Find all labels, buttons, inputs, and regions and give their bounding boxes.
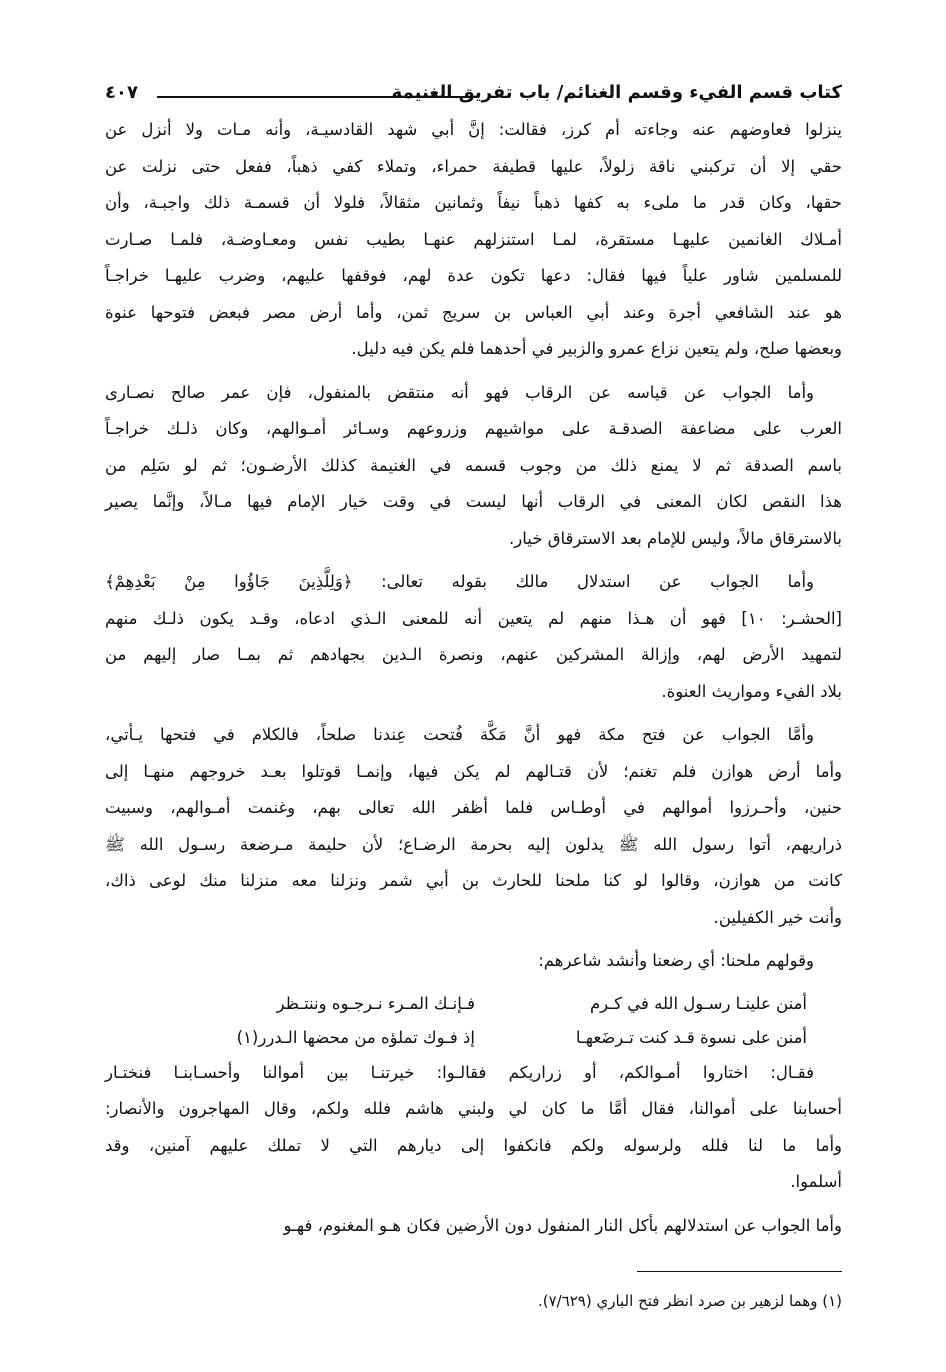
text-line: فقـال: اختاروا أمـوالكم، أو زراريكم فقالـوا: خيرتنـا بين أموالنا وأحسـابنـا فنختـار xyxy=(105,1062,814,1082)
footnote: (١) وهما لزهير بن صرد انظر فتح الباري (٧/٦٢٩). xyxy=(537,1292,842,1310)
text-line: أسلموا. xyxy=(790,1172,842,1191)
running-header xyxy=(105,82,842,110)
text-line: حنين، وأحـرزوا أموالهم في أوطـاس فلما أظفر الله تعالى بهم، وغنمت أمـوالهم، وسبيت xyxy=(105,798,842,817)
text-line: أحسابنا على أموالنا، فقال أمَّا ما كان لي ولبني هاشم فلله ولكم، وقال المهاجرون والأنصار: xyxy=(105,1099,842,1118)
text-line: هذا النقص لكان المعنى في الرقاب أنها ليست في وقت خيار الإمام فيها مـالاً، وإنَّما يصير xyxy=(105,492,842,511)
paragraph xyxy=(105,943,842,980)
paragraph xyxy=(105,1055,842,1201)
text-line: وأما الجواب عن قياسه عن الرقاب فهو أنه منتقض بالمنفول، فإن عمر صالح نصـارى xyxy=(105,382,814,402)
paragraph xyxy=(105,375,842,558)
text-line: ينزلوا فعاوضهم عنه وجاءته أم كرز، فقالت: إنَّ أبي شهد القادسيـة، وأنه مـات ولا أنزل عن xyxy=(105,120,842,139)
text-line: كانت من هوازن، وقالوا لو كنا ملحنا للحارث بن أبي شمر ونزلنا معه منزلنا منك لوعى ذاك، xyxy=(105,871,842,890)
text-line: وأنت خير الكفيلين. xyxy=(713,907,842,927)
text-line: بلاد الفيء ومواريث العنوة. xyxy=(661,681,842,701)
paragraph xyxy=(105,1208,842,1245)
text-line: وبعضها صلح، ولم يتعين نزاع عمرو والزبير في أحدهما فلم يكن فيه دليل. xyxy=(351,339,842,358)
text-line: للمسلمين شاور علياً فيها فقال: دعها تكون عدة لهم، فوقفها عليهم، وضرب عليهـا خراجـاً xyxy=(105,266,842,285)
text-line: حقي إلا أن تركبني ناقة زلولاً، عليها قطيفة حمراء، وتملاء كفي ذهباً، ففعل حتى نزلت عن xyxy=(105,156,842,176)
paragraph xyxy=(105,717,842,936)
text-line: وأما الجواب عن استدلالهم بأكل النار المنفول دون الأرضين فكان هـو المغنوم، فهـو xyxy=(283,1215,842,1235)
text-line: العرب على مضاعفة الصدقـة على مواشيهم وزروعهم وسـائر أمـوالهم، وكان ذلـك خراجـاً xyxy=(105,419,842,438)
second-hemistich: فـإنـك المـرء نـرجـوه وننتـظر xyxy=(276,993,475,1013)
text-line: وقولهم ملحنا: أي رضعنا وأنشد شاعرهم: xyxy=(538,951,814,970)
paragraph xyxy=(105,564,842,710)
text-line: ذراريهم، أتوا رسول الله ﷺ يدلون إليه بحرمة الرضـاع؛ لأن حليمة مـرضعة رسـول الله ﷺ xyxy=(105,834,842,854)
text-line: وأمَّا الجواب عن فتح مكة فهو أنَّ مَكَّة فُتحت عِندنا صلحاً، فالكلام في فتحها يـأتي، xyxy=(105,725,814,744)
text-line: وأما أرض هوازن فلم تغنم؛ لأن قتـالهم لم يكن فيها، وإنمـا قوتلوا بعـد خروجهم منهـا إلى xyxy=(105,761,842,781)
text-line: وأما الجواب عن استدلال مالك بقوله تعالى: ﴿وَلِلَّذِينَ جَاؤُوا مِنْ بَعْدِهِمْ﴾ xyxy=(105,572,814,591)
chapter-title: كتاب قسم الفيء وقسم الغنائم/ باب تفريق الغنيمة xyxy=(391,82,842,103)
paragraph xyxy=(105,112,842,368)
text-line: هو عند الشافعي أجرة وعند أبي العباس بن سريج ثمن، وأما أرض مصر فبعض فتوحها عنوة xyxy=(105,302,842,322)
text-line: [الحشـر: ١٠] فهو أن هـذا منهم لم يتعين أنه للمعنى الـذي ادعاه، وقـد يكون ذلـك منهم xyxy=(105,608,842,628)
text-line: باسم الصدقة ثم لا يمنع ذلك من وجوب قسمه في الغنيمة كذلك الأرضـون؛ ثم لو سَلِم من xyxy=(105,455,842,475)
second-hemistich: إذ فـوك تملؤه من محضها الـدرر(١) xyxy=(236,1027,475,1047)
first-hemistich: أمنن على نسوة قـد كنت تـرضَعهـا xyxy=(575,1027,807,1047)
poem-verse xyxy=(185,1021,807,1055)
page-number: ٤٠٧ xyxy=(105,82,138,103)
text-line: لتمهيد الأرض لهم، وإزالة المشركين عنهم، ونصرة الـدين بجهادهم ثم بمـا صار إليهم من xyxy=(105,645,842,664)
main-text xyxy=(105,112,842,1251)
text-line: وأما ما لنا فلله ولرسوله ولكم فانكفوا إلى ديارهم التي لا تملك عليهم آمنين، وقد xyxy=(105,1135,842,1155)
footnote-rule xyxy=(637,1271,842,1272)
poem xyxy=(105,987,842,1055)
poem-verse xyxy=(185,987,807,1021)
text-line: حقها، وكان قدر ما ملىء به كفها ذهباً نيفاً وثمانين مثقالاً، فلولا أن قسمـة ذلك واجبـة، وأن xyxy=(105,193,842,212)
text-line: أمـلاك الغانمين عليهـا مستقرة، لمـا استنزلهم عنهـا بطيب نفس ومعـاوضـة، فلمـا صـارت xyxy=(105,229,842,249)
text-line: بالاسترقاق مالاً، وليس للإمام بعد الاسترقاق خيار. xyxy=(509,528,842,548)
header-rule xyxy=(157,96,474,98)
first-hemistich: أمنن علينـا رسـول الله في كـرم xyxy=(589,993,807,1013)
